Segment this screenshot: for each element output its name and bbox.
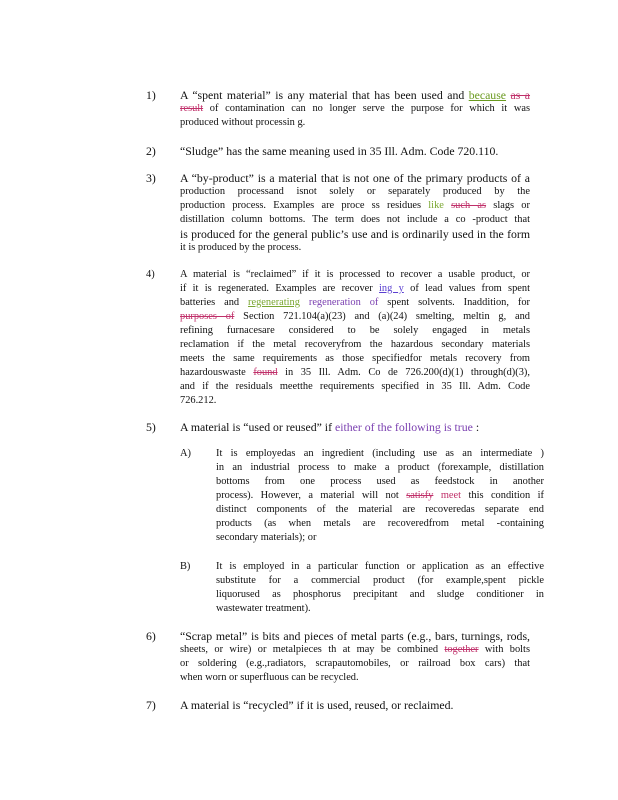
deleted-text: such as (451, 200, 487, 211)
item-number: 7) (146, 698, 156, 712)
text-line: 726.212. (180, 395, 217, 406)
text-line: is produced for the general public’s use and is ordinarily used in the form (180, 227, 530, 241)
deleted-text: purposes of (180, 311, 235, 322)
inserted-text: meet (440, 490, 462, 501)
text-line: batteries and regenerating regeneration of spent solvents. Inaddition, for (180, 297, 530, 308)
inserted-text: like (428, 200, 444, 211)
text-line: result of contamination can no longer serve the purpose for which it was (180, 103, 530, 114)
sub-item-body (216, 560, 544, 616)
item-number: 5) (146, 420, 156, 434)
item-body (180, 144, 530, 158)
text-line: produced without processin g. (180, 117, 306, 128)
text-line: A material is “used or reused” if either of the following is true : (180, 420, 480, 434)
text-line: and if the residuals meetthe requirements specified in 35 Ill. Adm. Code (180, 381, 530, 392)
text-line: A material is “recycled” if it is used, reused, or reclaimed. (180, 698, 454, 712)
text-line: it is produced by the process. (180, 242, 302, 253)
item-number: 3) (146, 171, 156, 185)
item-body (180, 268, 530, 408)
inserted-text: ing y (379, 283, 404, 294)
text-line: substitute for a commercial product (for example,spent pickle (216, 575, 544, 586)
text-line: “Sludge” has the same meaning used in 35 Ill. Adm. Code 720.110. (180, 144, 499, 158)
text-line: production process. Examples are proce ss residues like such as slags or (180, 200, 530, 211)
inserted-text: either of the following is true (334, 420, 473, 434)
text-line: in an industrial process to make a product (forexample, distillation (216, 462, 544, 473)
text-line: A material is “reclaimed” if it is processed to recover a usable product, or (180, 269, 530, 280)
text-line: reclamation if the metal recoveryfrom the hazardous secondary materials (180, 339, 530, 350)
text-line: meets the same requirements as those specifiedfor metals recovery from (180, 353, 530, 364)
deleted-text: found (253, 367, 278, 378)
text-line: production processand isnot solely or separately produced by the (180, 186, 530, 197)
item-number: 4) (146, 269, 155, 280)
text-line: It is employedas an ingredient (including use as an intermediate ) (216, 448, 544, 459)
inserted-text: because (468, 88, 507, 102)
text-line: distillation column bottoms. The term does not include a co -product that (180, 214, 530, 225)
item-body (180, 420, 530, 434)
item-number: 1) (146, 88, 156, 102)
sub-item-body (216, 447, 544, 545)
item-body (180, 698, 530, 712)
text-line: bottoms from one process used as feedstock in another (216, 476, 544, 487)
text-line: when worn or superfluous can be recycled. (180, 672, 359, 683)
text-line: distinct components of the material are recoveredas separate end (216, 504, 544, 515)
text-line: It is employed in a particular function or application as an effective (216, 561, 544, 572)
deleted-text: as a (510, 88, 531, 102)
text-line: wastewater treatment). (216, 603, 311, 614)
text-line: liquorused as phosphorus precipitant and sludge conditioner in (216, 589, 544, 600)
item-body (180, 88, 530, 130)
text-line: secondary materials); or (216, 532, 317, 543)
deleted-text: together (444, 644, 479, 655)
text-line: if it is regenerated. Examples are recover ing y of lead values from spent (180, 283, 530, 294)
text-line: A “spent material” is any material that has been used and because as a (180, 88, 531, 102)
text-line: A “by-product” is a material that is not one of the primary products of a (180, 171, 530, 185)
text-line: hazardouswaste found in 35 Ill. Adm. Co de 726.200(d)(1) through(d)(3), (180, 367, 530, 378)
item-body (180, 629, 530, 685)
text-line: “Scrap metal” is bits and pieces of metal parts (e.g., bars, turnings, rods, (180, 629, 530, 643)
text-line: products (as when metals are recoveredfrom metal -containing (216, 518, 544, 529)
text-line: sheets, or wire) or metalpieces th at may be combined together with bolts (180, 644, 530, 655)
text-line: process). However, a material will not satisfy meet this condition if (216, 490, 544, 501)
sub-item-number: B) (180, 561, 191, 572)
deleted-text: satisfy (406, 490, 434, 501)
inserted-text: of (369, 297, 379, 308)
text-line: purposes of Section 721.104(a)(23) and (a)(24) smelting, meltin g, and (180, 311, 531, 322)
deleted-text: result (180, 103, 204, 114)
sub-item-number: A) (180, 448, 191, 459)
text-line: or soldering (e.g.,radiators, scrapautomobiles, or railroad box cars) that (180, 658, 530, 669)
text-line: refining furnacesare considered to be solely engaged in metals (180, 325, 530, 336)
inserted-text: regenerating (248, 297, 300, 308)
item-number: 6) (146, 629, 156, 643)
item-number: 2) (146, 144, 156, 158)
item-body (180, 171, 530, 255)
inserted-text: regeneration (308, 297, 361, 308)
